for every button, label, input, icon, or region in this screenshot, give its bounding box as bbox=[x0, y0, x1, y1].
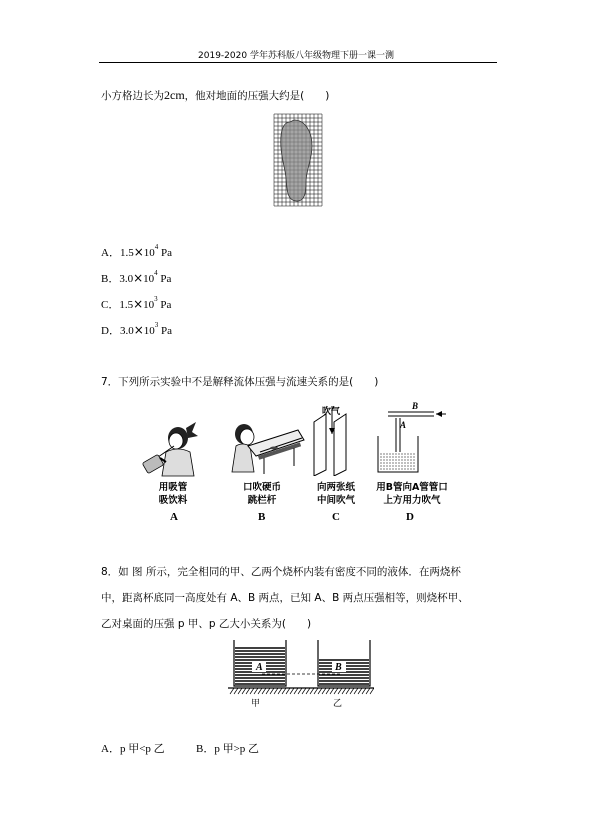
page-header: 2019-2020 学年苏科版八年级物理下册一课一测 bbox=[198, 51, 394, 61]
q6-opt-c-exp: 3 bbox=[154, 295, 158, 303]
q6-opt-b-unit: Pa bbox=[157, 273, 172, 285]
figure-c-caption bbox=[306, 481, 366, 507]
figure-c-caption-line1: 向两张纸 bbox=[316, 482, 355, 493]
q6-option-d[interactable] bbox=[101, 322, 172, 338]
beaker-right-label: 乙 bbox=[333, 699, 343, 709]
figure-d-caption-line1: 用B管向A管管口 bbox=[376, 482, 448, 493]
q6-opt-a-text: A．1.5 bbox=[101, 247, 134, 259]
figure-d-tubes-drawing bbox=[374, 400, 450, 476]
figure-d-caption bbox=[366, 481, 458, 507]
q8-option-b[interactable]: B．p 甲>p 乙 bbox=[196, 743, 260, 755]
q6-opt-d-mult: × bbox=[133, 323, 144, 337]
figure-b-caption bbox=[234, 481, 290, 507]
q6-opt-c-base: 10 bbox=[143, 299, 155, 311]
q8-option-a[interactable]: A．p 甲<p 乙 bbox=[101, 743, 165, 755]
figure-a-caption bbox=[148, 481, 198, 507]
q6-opt-a-exp: 4 bbox=[154, 243, 159, 251]
figure-b-letter[interactable]: B bbox=[258, 511, 266, 523]
figure-d-caption-line2: 上方用力吹气 bbox=[383, 495, 441, 506]
figure-a-straw-drawing bbox=[140, 418, 210, 480]
q6-opt-b-exp: 4 bbox=[154, 269, 158, 277]
figure-d-letter[interactable]: D bbox=[406, 511, 414, 523]
q6-opt-c-mult: × bbox=[133, 297, 144, 311]
point-a-label: A bbox=[256, 662, 263, 673]
q8-line2: 中，距离杯底同一高度处有 A、B 两点，已知 A、B 两点压强相等，则烧杯甲、 bbox=[101, 592, 469, 604]
q6-opt-c-unit: Pa bbox=[157, 299, 172, 311]
footprint-grid-figure bbox=[272, 112, 324, 208]
q6-opt-b-text: B．3.0 bbox=[101, 273, 134, 285]
q6-opt-d-base: 10 bbox=[143, 325, 155, 337]
q6-stem-b: ，他对地面的压强大约是( ) bbox=[184, 90, 330, 102]
q6-option-c[interactable] bbox=[101, 296, 171, 312]
figure-b-caption-line2: 跳栏杆 bbox=[247, 495, 277, 506]
q6-stem-a: 小方格边长为 bbox=[101, 90, 164, 102]
figure-d-label-b: B bbox=[412, 401, 419, 411]
figure-b-coin-drawing bbox=[228, 416, 306, 478]
q7-stem: 7．下列所示实验中不是解释流体压强与流速关系的是( ) bbox=[101, 376, 379, 388]
q6-stem-num: 2 bbox=[164, 88, 170, 102]
q8-line3: 乙对桌面的压强 p 甲、p 乙大小关系为( ) bbox=[101, 618, 312, 630]
q6-stem bbox=[101, 88, 329, 103]
q6-opt-d-unit: Pa bbox=[158, 325, 173, 337]
q6-opt-a-unit: Pa bbox=[158, 247, 173, 259]
figure-c-caption-line2: 中间吹气 bbox=[316, 495, 355, 506]
beaker-left-label: 甲 bbox=[251, 699, 261, 709]
header-rule bbox=[99, 62, 497, 63]
q6-option-a[interactable] bbox=[101, 244, 172, 260]
figure-a-letter[interactable]: A bbox=[170, 511, 178, 523]
figure-b-caption-line1: 口吹硬币 bbox=[242, 482, 281, 493]
q6-opt-b-mult: × bbox=[133, 271, 144, 285]
q6-opt-c-text: C．1.5 bbox=[101, 299, 134, 311]
figure-a-caption-line2: 吸饮料 bbox=[158, 495, 188, 506]
figure-a-caption-line1: 用吸管 bbox=[158, 482, 188, 493]
point-b-label: B bbox=[335, 662, 342, 673]
q6-opt-d-text: D．3.0 bbox=[101, 325, 134, 337]
figure-c-blow-label: 吹气 bbox=[322, 407, 341, 417]
q6-opt-d-exp: 3 bbox=[154, 321, 159, 329]
footprint-shape bbox=[281, 120, 312, 201]
q6-opt-b-base: 10 bbox=[143, 273, 155, 285]
figure-c-letter[interactable]: C bbox=[332, 511, 340, 523]
beakers-figure bbox=[228, 636, 374, 696]
q6-stem-unit: cm bbox=[170, 88, 185, 102]
q6-opt-a-mult: × bbox=[133, 245, 144, 259]
q6-option-b[interactable] bbox=[101, 270, 171, 286]
q8-line1: 8．如 图 所示，完全相同的甲、乙两个烧杯内装有密度不同的液体．在两烧杯 bbox=[101, 566, 461, 578]
figure-d-label-a: A bbox=[400, 420, 407, 430]
q6-opt-a-base: 10 bbox=[143, 247, 155, 259]
